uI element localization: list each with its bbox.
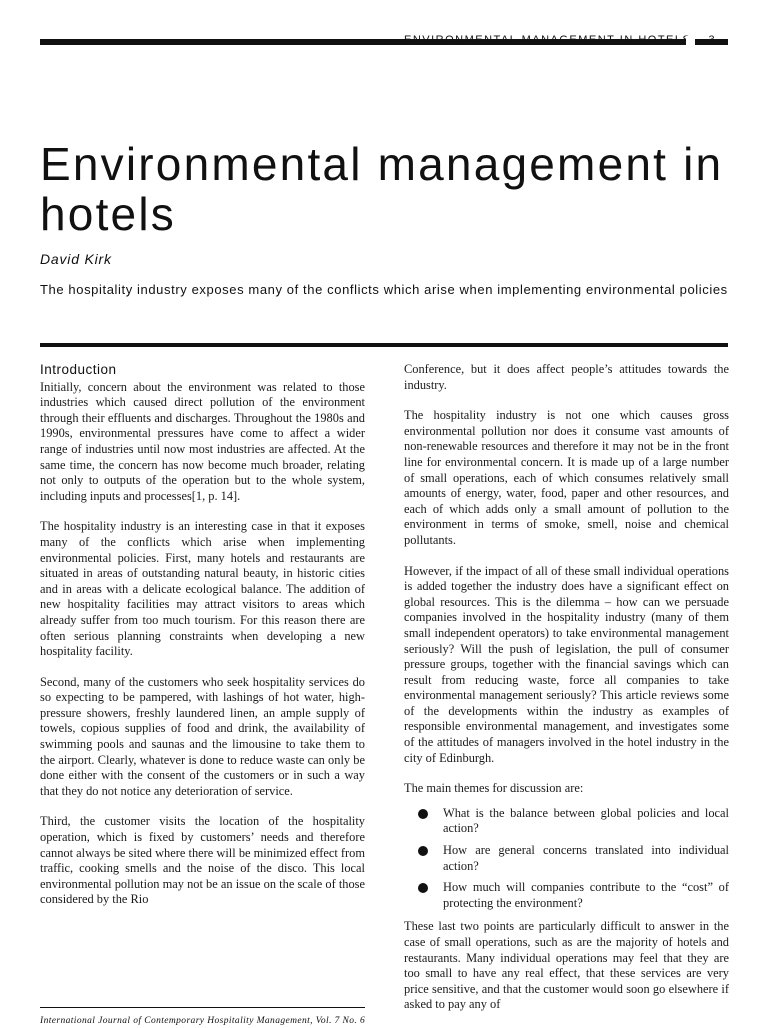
right-column [404, 362, 729, 1028]
list-item-text: How are general concerns translated into individual action? [443, 843, 729, 873]
list-item-text: How much will companies contribute to the “cost” of protecting the environment? [443, 880, 729, 910]
bullet-icon [418, 809, 428, 819]
section-rule [40, 343, 728, 347]
list-item [404, 880, 729, 911]
footer-rule [40, 1007, 365, 1008]
list-item-text: What is the balance between global policies and local action? [443, 805, 729, 836]
author-name: David Kirk [40, 251, 112, 267]
paragraph: Second, many of the customers who seek hospitality services do so expecting to be pampered, with lashings of hot water, high-pressure showers, freshly laundered linen, an ample supply of towels, copious supplies of food and drink, the availability of swimming pools and saunas and the limousine to take them to the airport. Clearly, whatever is done to reduce waste can only be done either with the consent of the customers or in such a way that they do not notice any deterioration of service. [40, 674, 365, 798]
paragraph: The hospitality industry is not one which causes gross environmental pollution nor does it consume vast amounts of non-renewable resources and therefore it may not be in the front line for environmental concern. It is made up of a large number of small operations, each of which consumes relatively small amounts of energy, water, food, paper and other resources, and each of which adds only a small amount of pollution to the environment in terms of smoke, smell, noise and chemical pollutants. [404, 408, 729, 547]
abstract: The hospitality industry exposes many of the conflicts which arise when implementing environmental policies [40, 282, 728, 297]
paragraph: However, if the impact of all of these small individual operations is added together the industry does have a significant effect on global resources. This is the dilemma – how can we persuade companies involved in the hospitality industry (many of them small independent operators) to take environmental management seriously? Will the push of legislation, the pull of consumer pressure groups, together with the financial savings which can result from reducing waste, force all companies to take environmental management seriously? This article reviews some of the developments within the industry as examples of responsible environmental management, and investigates some of the attitudes of managers involved in the hotel industry in the city of Edinburgh. [404, 563, 729, 765]
themes-list [404, 806, 729, 912]
header-gap [686, 36, 695, 48]
journal-citation: International Journal of Contemporary Hospitality Management, Vol. 7 No. 6 [40, 1016, 366, 1026]
article-title: Environmental management in hotels [40, 138, 724, 240]
paragraph: Conference, but it does affect people’s attitudes towards the industry. [404, 362, 729, 392]
section-heading-introduction: Introduction [40, 362, 117, 377]
page-number [695, 29, 728, 39]
running-head [404, 29, 691, 39]
paragraph: Third, the customer visits the location of the hospitality operation, which is fixed by customers’ needs and therefore cannot always be sited where there will be minimized effect from traffic, cooking smells and the noise of the disco. This local environmental pollution may not be an issue on the scale of those considered by the Rio [40, 814, 365, 907]
paragraph: The main themes for discussion are: [404, 781, 584, 796]
left-column [40, 362, 365, 923]
bullet-icon [418, 846, 428, 856]
paragraph: The hospitality industry is an interesting case in that it exposes many of the conflicts which arise when implementing environmental policies. First, many hotels and restaurants are situated in areas of outstanding natural beauty, in historic cities and in areas with a delicate ecological balance. The addition of new hospitality facilities may attract visitors to areas which already suffer from too much tourism. For this reason there are often serious planning constraints when developing a new hospitality facility. [40, 519, 365, 659]
list-item [404, 843, 729, 874]
paragraph: These last two points are particularly difficult to answer in the case of small operations, such as are the majority of hotels and restaurants. Many individual operations may feel that they are too small to have any real effect, that these services are very price sensitive, and that the customer would soon go elsewhere if asked to pay any of [404, 919, 729, 1012]
list-item [404, 806, 729, 837]
paragraph: Initially, concern about the environment was related to those industries which caused direct pollution of the environment through their effluents and discharges. Throughout the 1980s and 1990s, environmental pressures have come to affect a wider range of industries until now most industries are affected. At the same time, the concern has now become much broader, relating not only to outputs of the operation but to the whole system, including inputs and processes[1, p. 14]. [40, 379, 365, 503]
bullet-icon [418, 883, 428, 893]
